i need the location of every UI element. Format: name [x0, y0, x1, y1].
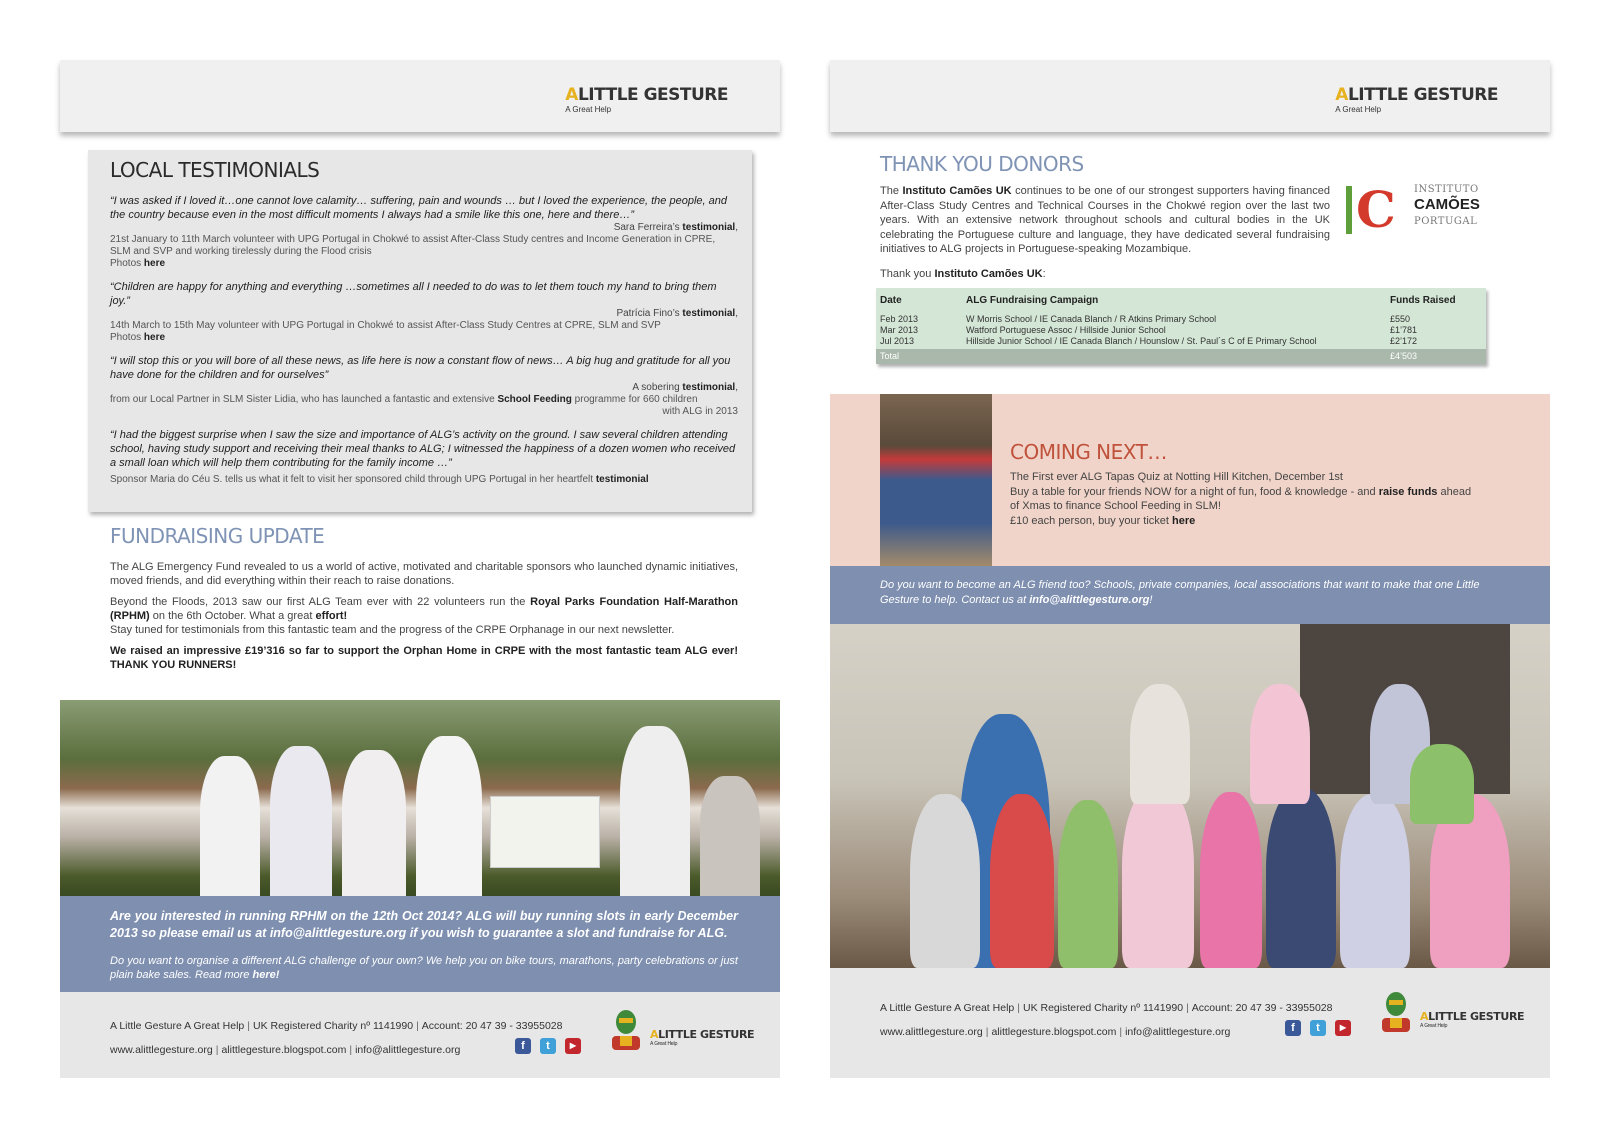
website-link[interactable]: www.alittlegesture.org — [880, 1026, 983, 1038]
testimonial-detail: 21st January to 11th March volunteer with UPG Portugal in Chokwé to assist After-Class Study centres and Income Generation in CPRE, SLM and SVP and working tirelessly during the Flood crisis — [110, 234, 716, 257]
photos-line: Photos here — [110, 258, 166, 269]
table-total-row: Total £4’503 — [876, 349, 1486, 364]
header-bar — [60, 60, 780, 132]
testimonial-link[interactable]: testimonial — [682, 382, 736, 393]
testimonial-attribution: A sobering testimonial, — [632, 382, 738, 393]
footer-links: www.alittlegesture.org | alittlegesture.blogspot.com | info@alittlegesture.org — [880, 1026, 1231, 1038]
child-with-bowl-photo — [880, 394, 992, 566]
table-row: Mar 2013 Watford Portuguese Assoc / Hillside Junior School £1’781 — [880, 325, 1418, 335]
testimonial-detail-line2: with ALG in 2013 — [662, 406, 738, 417]
ticket-link[interactable]: here — [1172, 514, 1196, 527]
newsletter-page-right — [830, 60, 1550, 1078]
blog-link[interactable]: alittlegesture.blogspot.com — [221, 1044, 347, 1056]
testimonial-item — [110, 194, 738, 270]
testimonial-link[interactable]: testimonial — [595, 474, 649, 485]
contact-email-link[interactable]: info@alittlegesture.org — [1029, 594, 1150, 606]
testimonial-quote: “I had the biggest surprise when I saw the size and importance of ALG’s activity on the ground. I saw several children attending school, having study support and receiving their meal thanks to ALG; I witnessed the happiness of a dozen women who received a small loan which will help them contributing for the family income …” — [110, 429, 736, 469]
fundraising-paragraph: Beyond the Floods, 2013 saw our first ALG Team ever with 22 volunteers run the Royal Parks Foundation Half-Marathon (RPHM) on the 6th October. What a great effort! Stay tuned for testimonials from this fantastic team and the progress of the CRPE Orphanage in our next newsletter. — [110, 596, 738, 636]
twitter-icon[interactable]: t — [1310, 1020, 1326, 1036]
blog-link[interactable]: alittlegesture.blogspot.com — [991, 1026, 1117, 1038]
testimonial-detail: Sponsor Maria do Céu S. tells us what it felt to visit her sponsored child through UPG Portugal in her heartfelt testimonial — [110, 474, 649, 485]
challenge-promo-text: Do you want to organise a different ALG challenge of your own? We help you on bike tours, marathons, party celebrations or just plain bake sales. Read more here! — [110, 955, 738, 981]
website-link[interactable]: www.alittlegesture.org — [110, 1044, 213, 1056]
friend-promo-text: Do you want to become an ALG friend too? Schools, private companies, local associations that want to make that one Little Gesture to help. Contact us at info@alittlegesture.org! — [880, 579, 1480, 606]
table-row: Feb 2013 W Morris School / IE Canada Blanch / R Atkins Primary School £550 — [880, 314, 1411, 324]
facebook-icon[interactable]: f — [1285, 1020, 1301, 1036]
fundraising-body — [110, 560, 738, 679]
testimonial-quote: “Children are happy for anything and everything …sometimes all I needed to do was to let them touch my hand to bring them joy.” — [110, 281, 717, 307]
mascot-logo-icon — [1378, 990, 1414, 1034]
testimonial-attribution: Patrícia Fino’s testimonial, — [616, 308, 738, 319]
testimonial-item — [110, 280, 738, 344]
donations-table — [876, 288, 1486, 364]
fundraising-highlight: We raised an impressive £19’316 so far to support the Orphan Home in CRPE with the most fantastic team ALG ever! THANK YOU RUNNERS! — [110, 645, 738, 671]
donors-body: The Instituto Camões UK continues to be one of our strongest supporters having financed After-Class Study Centres and Technical Courses in the Chokwé region over the last two years. With an extensive network throughout schools and cultural bodies in the UK celebrating the Portuguese culture and language, they have dedicated several fundraising initiatives to ALG projects in Portuguese-speaking Mozambique. — [880, 185, 1330, 255]
footer-charity-info: A Little Gesture A Great Help | UK Registered Charity nº 1141990 | Account: 20 47 39 - 33955028 — [880, 1002, 1333, 1014]
footer — [60, 992, 780, 1078]
coming-next-panel — [830, 394, 1550, 566]
alg-logo: ALITTLE GESTURE A Great Help — [565, 85, 728, 114]
table-header: Date ALG Fundraising Campaign Funds Raised — [880, 295, 1456, 306]
newsletter-page-left — [60, 60, 780, 1078]
mascot-logo-icon — [608, 1008, 644, 1052]
rphm-promo-text: Are you interested in running RPHM on the 12th Oct 2014? ALG will buy running slots in early December 2013 so please email us at info@alittlegesture.org if you wish to guarantee a slot and fundraise for ALG. — [110, 909, 738, 940]
donors-title: THANK YOU DONORS — [880, 152, 1084, 176]
facebook-icon[interactable]: f — [515, 1038, 531, 1054]
footer-logo: ALITTLE GESTURE A Great Help — [650, 1028, 755, 1047]
testimonial-detail: from our Local Partner in SLM Sister Lidia, who has launched a fantastic and extensive School Feeding programme for 660 children — [110, 394, 698, 405]
rphm-promo-banner — [60, 896, 780, 992]
instituto-camoes-logo: C INSTITUTO CAMÕES PORTUGAL — [1346, 184, 1488, 236]
testimonial-item — [110, 428, 738, 486]
coming-next-title: COMING NEXT… — [1010, 440, 1167, 464]
testimonial-quote: “I was asked if I loved it…one cannot love calamity… suffering, pain and wounds … but I loved the experience, the people, and the country because even in the most difficult moments I always had a smile like this one, here and there…” — [110, 195, 727, 221]
footer — [830, 968, 1550, 1078]
photos-line: Photos here — [110, 332, 166, 343]
read-more-link[interactable]: here! — [252, 969, 280, 981]
footer-charity-info: A Little Gesture A Great Help | UK Registered Charity nº 1141990 | Account: 20 47 39 - 33955028 — [110, 1020, 563, 1032]
alg-logo: ALITTLE GESTURE A Great Help — [1335, 85, 1498, 114]
coming-next-body: The First ever ALG Tapas Quiz at Notting Hill Kitchen, December 1st Buy a table for your friends NOW for a night of fun, food & knowledge - and raise funds ahead of Xmas to finance School Feeding in SLM! £10 each person, buy your ticket here — [1010, 471, 1472, 527]
email-link[interactable]: info@alittlegesture.org — [1125, 1026, 1231, 1038]
youtube-icon[interactable]: ▶ — [565, 1038, 581, 1054]
donors-thanks: Thank you Instituto Camões UK: — [880, 268, 1046, 280]
email-link[interactable]: info@alittlegesture.org — [355, 1044, 461, 1056]
photos-link[interactable]: here — [143, 258, 166, 269]
runners-team-photo — [60, 700, 780, 896]
testimonial-link[interactable]: testimonial — [682, 308, 736, 319]
testimonials-panel — [88, 150, 752, 512]
testimonial-item — [110, 354, 738, 418]
testimonial-attribution: Sara Ferreira’s testimonial, — [613, 222, 738, 233]
footer-links: www.alittlegesture.org | alittlegesture.blogspot.com | info@alittlegesture.org — [110, 1044, 461, 1056]
fundraising-paragraph: The ALG Emergency Fund revealed to us a world of active, motivated and charitable sponsors who launched dynamic initiatives, moved friends, and did everything within their reach to raise donations. — [110, 561, 738, 587]
table-row: Jul 2013 Hillside Junior School / IE Canada Blanch / Hounslow / St. Paul´s C of E Primary School £2’172 — [880, 336, 1418, 346]
children-group-photo — [830, 624, 1550, 968]
testimonials-title: LOCAL TESTIMONIALS — [110, 158, 320, 182]
testimonial-detail: 14th March to 15th May volunteer with UPG Portugal in Chokwé to assist After-Class Study Centres at CPRE, SLM and SVP — [110, 320, 661, 331]
twitter-icon[interactable]: t — [540, 1038, 556, 1054]
header-bar — [830, 60, 1550, 132]
photos-link[interactable]: here — [143, 332, 166, 343]
testimonial-quote: “I will stop this or you will bore of all these news, as life here is now a constant flow of news… A big hug and gratitude for all you have done for the children and for ourselves” — [110, 355, 731, 381]
fundraising-title: FUNDRAISING UPDATE — [110, 524, 325, 548]
testimonial-link[interactable]: testimonial — [682, 222, 736, 233]
footer-logo: ALITTLE GESTURE A Great Help — [1420, 1010, 1525, 1029]
friend-promo-banner — [830, 566, 1550, 624]
youtube-icon[interactable]: ▶ — [1335, 1020, 1351, 1036]
